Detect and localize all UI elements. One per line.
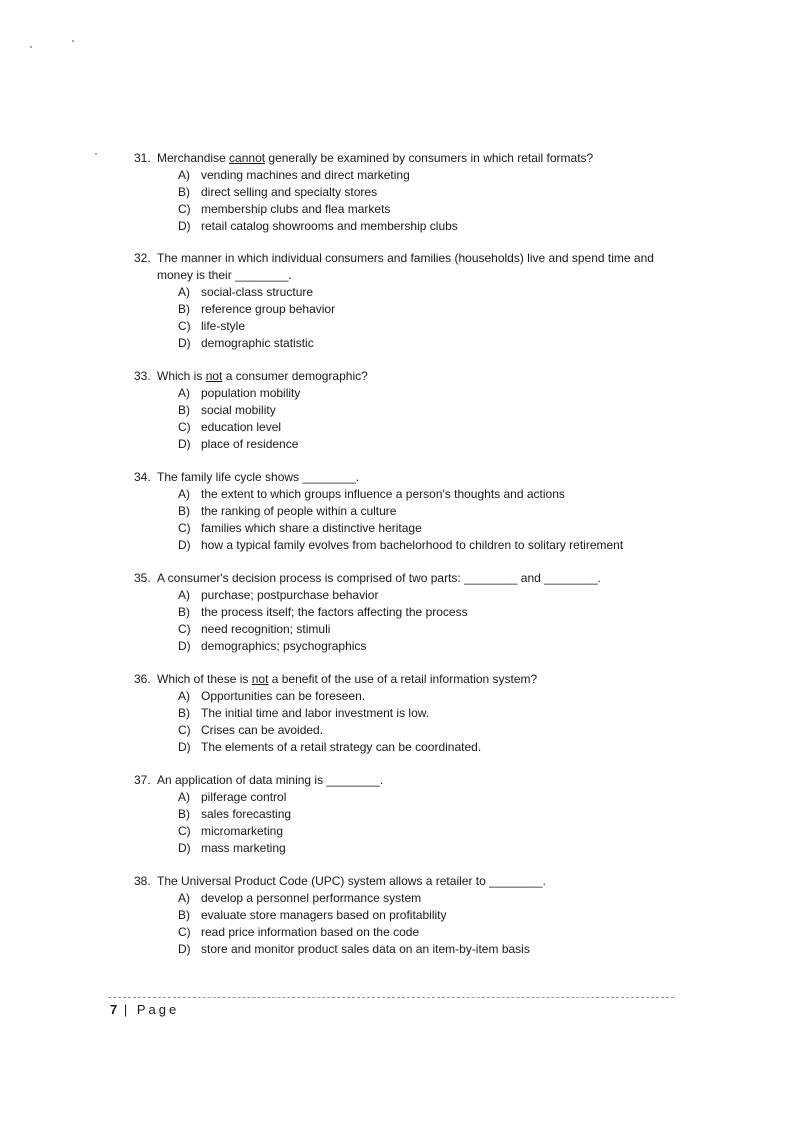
option-text: vending machines and direct marketing (201, 168, 410, 182)
answer-option (178, 924, 674, 941)
answer-option (178, 218, 674, 235)
option-letter: B) (178, 185, 190, 199)
option-text: mass marketing (201, 841, 286, 855)
option-letter: D) (178, 538, 191, 552)
option-letter: D) (178, 336, 191, 350)
question-37 (134, 772, 674, 857)
option-text: sales forecasting (201, 807, 292, 821)
option-letter: D) (178, 639, 191, 653)
option-letter: B) (178, 403, 190, 417)
emphasis-word: cannot (229, 151, 266, 165)
answer-option (178, 806, 674, 823)
option-text: evaluate store managers based on profitability (201, 908, 447, 922)
option-text: retail catalog showrooms and membership clubs (201, 219, 458, 233)
option-text: direct selling and specialty stores (201, 185, 378, 199)
option-text: purchase; postpurchase behavior (201, 588, 379, 602)
question-text-part: Which of these is (157, 672, 252, 686)
option-letter: A) (178, 689, 190, 703)
question-31 (134, 150, 674, 235)
question-text-part: The manner in which individual consumers and families (households) live and spend time and money is their ________. (157, 251, 654, 282)
answer-option (178, 436, 674, 453)
option-text: the ranking of people within a culture (201, 504, 397, 518)
question-text-part: An application of data mining is ________. (157, 773, 384, 787)
answer-option (178, 284, 674, 301)
option-letter: C) (178, 420, 191, 434)
option-letter: A) (178, 168, 190, 182)
question-text (157, 873, 674, 890)
question-35 (134, 570, 674, 655)
answer-option (178, 184, 674, 201)
option-letter: A) (178, 285, 190, 299)
answer-option (178, 335, 674, 352)
option-text: place of residence (201, 437, 299, 451)
answer-option (178, 739, 674, 756)
question-text-part: The Universal Product Code (UPC) system allows a retailer to ________. (157, 874, 546, 888)
option-letter: B) (178, 302, 190, 316)
answer-option (178, 890, 674, 907)
option-text: the extent to which groups influence a person's thoughts and actions (201, 487, 565, 501)
option-letter: A) (178, 386, 190, 400)
option-letter: D) (178, 437, 191, 451)
question-text (157, 150, 674, 167)
option-text: need recognition; stimuli (201, 622, 331, 636)
option-letter: B) (178, 706, 190, 720)
option-text: education level (201, 420, 282, 434)
scan-speck (72, 40, 74, 42)
question-33 (134, 368, 674, 453)
footer-separator: | (123, 1002, 131, 1017)
option-letter: B) (178, 605, 190, 619)
question-38 (134, 873, 674, 958)
question-number: 35. (134, 571, 151, 585)
answer-option (178, 301, 674, 318)
option-text: population mobility (201, 386, 301, 400)
answer-option (178, 419, 674, 436)
answer-option (178, 789, 674, 806)
question-text (157, 671, 674, 688)
question-text (157, 772, 674, 789)
scan-speck (95, 153, 97, 155)
question-number: 33. (134, 369, 151, 383)
question-text (157, 250, 674, 284)
option-letter: C) (178, 521, 191, 535)
scan-speck (30, 46, 32, 48)
answer-option (178, 385, 674, 402)
question-36 (134, 671, 674, 756)
question-text-part: The family life cycle shows ________. (157, 470, 360, 484)
answer-option (178, 537, 674, 554)
question-number: 37. (134, 773, 151, 787)
option-text: read price information based on the code (201, 925, 420, 939)
answer-option (178, 840, 674, 857)
option-letter: C) (178, 319, 191, 333)
answer-option (178, 941, 674, 958)
question-number: 38. (134, 874, 151, 888)
page-footer (110, 1002, 179, 1017)
option-text: The elements of a retail strategy can be coordinated. (201, 740, 482, 754)
answer-option (178, 486, 674, 503)
answer-option (178, 823, 674, 840)
question-text-part: Which is (157, 369, 206, 383)
question-text-part: a benefit of the use of a retail information system? (268, 672, 538, 686)
footer-divider (108, 997, 674, 998)
option-letter: C) (178, 925, 191, 939)
question-text (157, 469, 674, 486)
question-number: 36. (134, 672, 151, 686)
question-number: 31. (134, 151, 151, 165)
answer-option (178, 705, 674, 722)
option-text: social mobility (201, 403, 276, 417)
option-text: micromarketing (201, 824, 284, 838)
option-letter: D) (178, 841, 191, 855)
option-letter: C) (178, 622, 191, 636)
option-text: the process itself; the factors affecting the process (201, 605, 468, 619)
answer-option (178, 638, 674, 655)
answer-option (178, 688, 674, 705)
answer-option (178, 520, 674, 537)
question-34 (134, 469, 674, 554)
option-text: life-style (201, 319, 246, 333)
option-letter: D) (178, 740, 191, 754)
option-text: families which share a distinctive heritage (201, 521, 422, 535)
option-letter: C) (178, 723, 191, 737)
answer-option (178, 907, 674, 924)
option-text: membership clubs and flea markets (201, 202, 391, 216)
question-text-part: Merchandise (157, 151, 230, 165)
question-text (157, 570, 674, 587)
question-number: 32. (134, 251, 151, 265)
option-letter: A) (178, 790, 190, 804)
answer-option (178, 722, 674, 739)
option-text: Crises can be avoided. (201, 723, 324, 737)
option-text: how a typical family evolves from bachelorhood to children to solitary retirement (201, 538, 624, 552)
answer-option (178, 167, 674, 184)
option-letter: B) (178, 807, 190, 821)
page-number: 7 (110, 1002, 118, 1017)
option-text: social-class structure (201, 285, 314, 299)
option-letter: D) (178, 219, 191, 233)
option-text: demographic statistic (201, 336, 314, 350)
emphasis-word: not (205, 369, 223, 383)
option-letter: A) (178, 891, 190, 905)
option-text: develop a personnel performance system (201, 891, 422, 905)
option-letter: A) (178, 588, 190, 602)
option-letter: B) (178, 504, 190, 518)
option-letter: D) (178, 942, 191, 956)
option-text: reference group behavior (201, 302, 336, 316)
answer-option (178, 402, 674, 419)
page-label: Page (136, 1002, 180, 1017)
option-letter: C) (178, 824, 191, 838)
answer-option (178, 201, 674, 218)
question-number: 34. (134, 470, 151, 484)
option-letter: C) (178, 202, 191, 216)
emphasis-word: not (251, 672, 269, 686)
answer-option (178, 604, 674, 621)
option-text: demographics; psychographics (201, 639, 367, 653)
option-text: pilferage control (201, 790, 287, 804)
question-32 (134, 250, 674, 352)
answer-option (178, 318, 674, 335)
question-text-part: a consumer demographic? (222, 369, 368, 383)
question-text-part: generally be examined by consumers in which retail formats? (265, 151, 594, 165)
option-text: Opportunities can be foreseen. (201, 689, 366, 703)
question-text (157, 368, 674, 385)
option-letter: A) (178, 487, 190, 501)
option-letter: B) (178, 908, 190, 922)
question-text-part: A consumer's decision process is comprised of two parts: ________ and ________. (157, 571, 601, 585)
option-text: The initial time and labor investment is low. (201, 706, 430, 720)
answer-option (178, 503, 674, 520)
answer-option (178, 621, 674, 638)
option-text: store and monitor product sales data on an item-by-item basis (201, 942, 530, 956)
answer-option (178, 587, 674, 604)
